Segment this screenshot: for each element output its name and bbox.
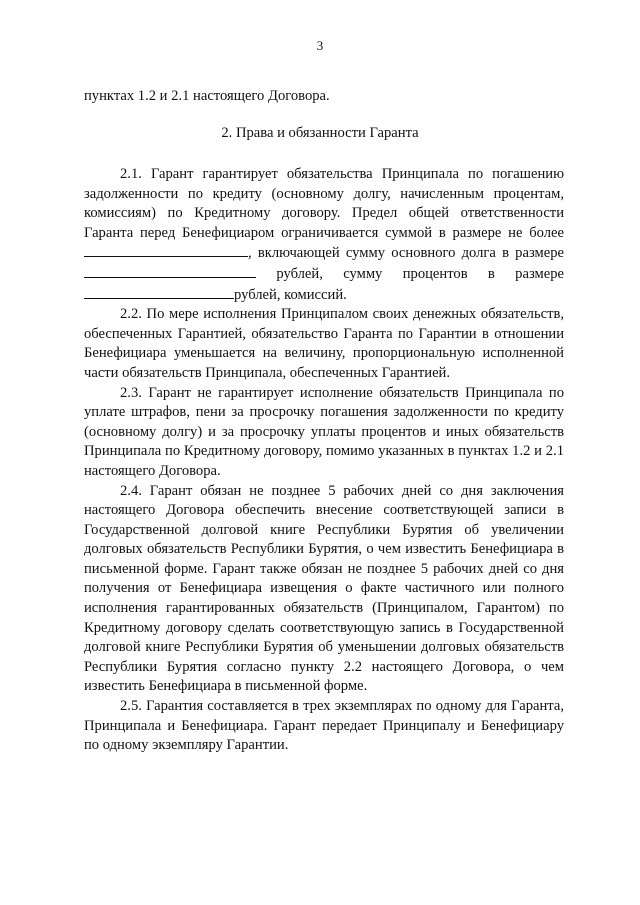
guarantee-limit-blank bbox=[84, 243, 248, 257]
clause-2-1 bbox=[84, 165, 564, 305]
interest-amount-blank bbox=[84, 285, 234, 299]
clause-2-4: 2.4. Гарант обязан не позднее 5 рабочих дней со дня заключения настоящего Договора обеспечить внесение соответствующей записи в Государственной долговой книге Республики Бурятия об увеличении долговых обязательств Республики Бурятия, о чем известить Бенефициара в письменной форме. Гарант также обязан не позднее 5 рабочих дней со дня получения от Бенефициара извещения о факте частичного или полного исполнения гарантированных обязательств (Принципалом, Гарантом) по Кредитному договору сделать соответствующую запись в Государственной долговой книге Республики Бурятия об уменьшении долговых обязательств Республики Бурятия согласно пункту 2.2 настоящего Договора, о чем известить Бенефициара в письменной форме. bbox=[84, 482, 564, 695]
clause-2-1-part4: рублей, комиссий. bbox=[234, 286, 347, 303]
clause-2-2: 2.2. По мере исполнения Принципалом своих денежных обязательств, обеспеченных Гарантией, обязательство Гаранта по Гарантии в отношении Бенефициара уменьшается на величину, пропорциональную исполненной части обязательств Принципала, обеспеченных Гарантией. bbox=[84, 306, 564, 381]
intro-text: пунктах 1.2 и 2.1 настоящего Договора. bbox=[84, 88, 330, 104]
clause-2-3: 2.3. Гарант не гарантирует исполнение обязательств Принципала по уплате штрафов, пени за просрочку погашения задолженности по кредиту (основному долгу) и за просрочку уплаты процентов и иных обязательств Принципала по Кредитному договору, помимо указанных в пунктах 1.2 и 2.1 настоящего Договора. bbox=[84, 384, 564, 479]
page-number: 3 bbox=[316, 38, 324, 53]
principal-amount-blank bbox=[84, 264, 256, 278]
clause-2-1-part2: , включающей сумму основного долга в размере bbox=[248, 245, 564, 262]
section-heading: 2. Права и обязанности Гаранта bbox=[221, 125, 419, 141]
clauses-container bbox=[84, 165, 564, 756]
clause-2-5: 2.5. Гарантия составляется в трех экземплярах по одному для Гаранта, Принципала и Бенефициара. Гарант передает Принципалу и Бенефициару по одному экземпляру Гарантии. bbox=[84, 698, 564, 754]
clause-2-1-part3: рублей, сумму процентов в размере bbox=[276, 265, 564, 282]
clause-2-1-part1: 2.1. Гарант гарантирует обязательства Принципала по погашению задолженности по кредиту (основному долгу, начисленным процентам, комиссиям) по Кредитному договору. Предел общей ответственности Гаранта перед Бенефициаром ограничивается суммой в размере не более bbox=[84, 166, 564, 241]
